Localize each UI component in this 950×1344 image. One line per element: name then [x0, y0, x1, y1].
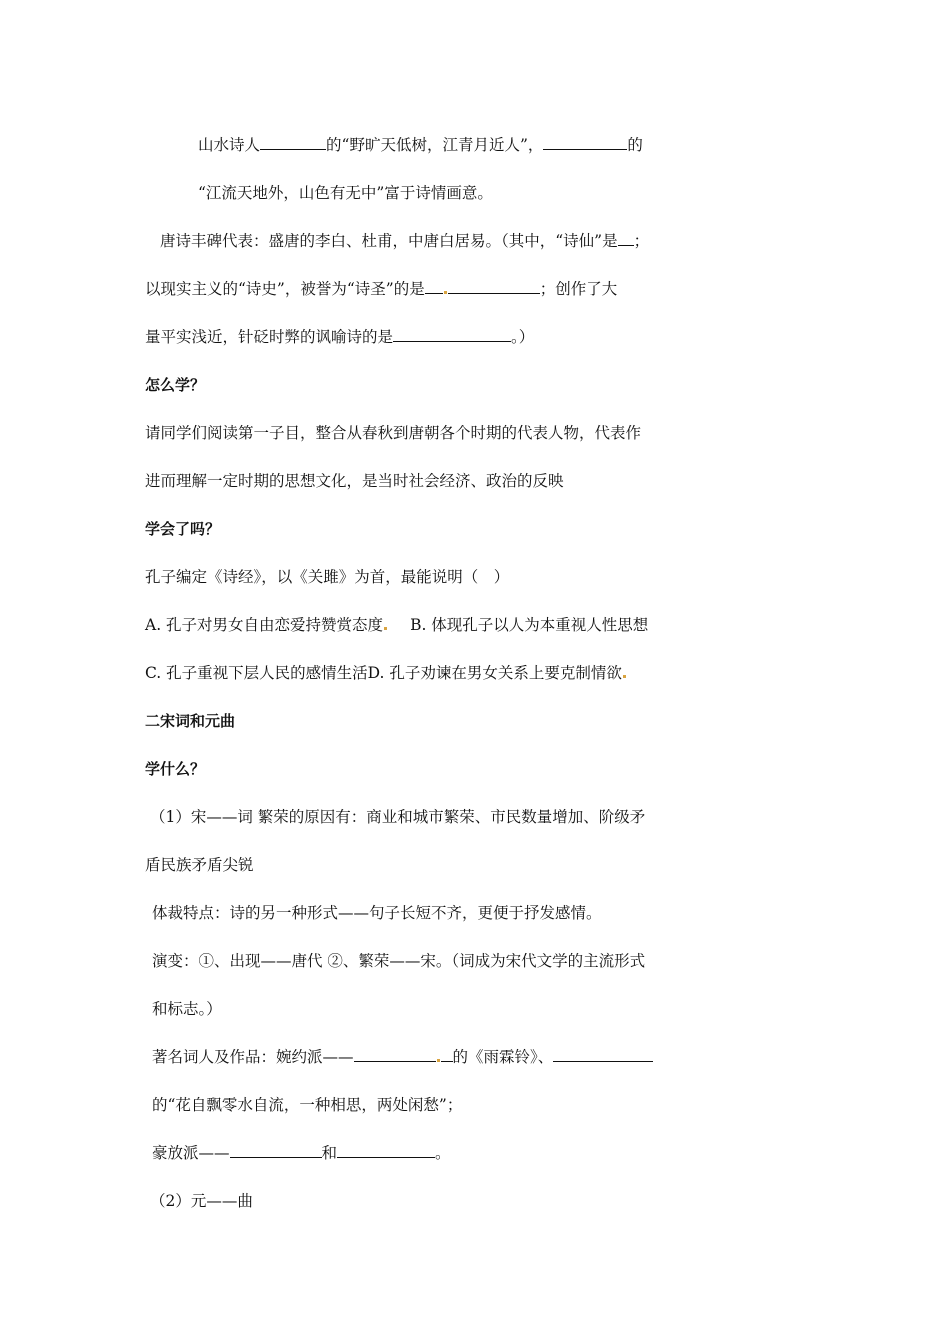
- answer-blank[interactable]: [618, 231, 634, 246]
- option-b[interactable]: B. 体现孔子以人为本重视人性思想: [410, 616, 649, 634]
- quiz-question: 孔子编定《诗经》，以《关雎》为首，最能说明（ ）: [145, 568, 510, 586]
- answer-blank[interactable]: [553, 1047, 653, 1062]
- quiz-options-cd: [145, 662, 627, 684]
- answer-blank[interactable]: [441, 1047, 453, 1062]
- haofang-text-a: 豪放派——: [152, 1144, 230, 1162]
- edit-mark-icon: [384, 627, 387, 630]
- edit-mark-icon: [623, 675, 626, 678]
- paragraph-line: （1）宋——词 繁荣的原因有：商业和城市繁荣、市民数量增加、阶级矛: [150, 808, 646, 826]
- tang-line-1-text-c: 的: [627, 136, 643, 154]
- tang-line-1: [198, 134, 643, 156]
- answer-blank[interactable]: [354, 1047, 436, 1062]
- tang-line-4-text-a: 以现实主义的“诗史”，被誉为“诗圣”的是: [145, 280, 425, 298]
- haofang-text-b: 和: [321, 1144, 338, 1162]
- tang-line-2: “江流天地外，山色有无中”富于诗情画意。: [198, 184, 493, 202]
- answer-blank[interactable]: [425, 279, 443, 294]
- paragraph-line: （2）元——曲: [150, 1192, 253, 1210]
- answer-blank[interactable]: [448, 279, 540, 294]
- paragraph-line: 盾民族矛盾尖锐: [145, 856, 254, 874]
- paragraph-line: 演变：①、出现——唐代 ②、繁荣——宋。（词成为宋代文学的主流形式: [152, 952, 646, 970]
- answer-blank[interactable]: [337, 1143, 435, 1158]
- tang-line-3: [160, 230, 649, 252]
- edit-mark-icon: [444, 291, 447, 294]
- tang-line-5-text-b: 。）: [511, 328, 535, 346]
- tang-line-3-text-b: ；: [633, 232, 650, 250]
- haofang-text-c: 。: [435, 1144, 451, 1162]
- option-a[interactable]: A. 孔子对男女自由恋爱持赞赏态度: [145, 616, 384, 634]
- answer-blank[interactable]: [230, 1143, 322, 1158]
- edit-mark-icon: [437, 1059, 440, 1062]
- answer-blank[interactable]: [260, 135, 326, 150]
- section-heading-what-learn: 学什么？: [145, 760, 206, 778]
- section-title-song-yuan: 二宋词和元曲: [145, 712, 236, 730]
- poets-line-1: [152, 1046, 653, 1068]
- tang-line-3-text-a: 唐诗丰碑代表：盛唐的李白、杜甫，中唐白居易。（其中，“诗仙”是: [160, 232, 618, 250]
- tang-line-1-text-b: 的“野旷天低树，江青月近人”，: [326, 136, 544, 154]
- tang-line-1-text-a: 山水诗人: [198, 136, 261, 154]
- tang-line-5-text-a: 量平实浅近，针砭时弊的讽喻诗的是: [145, 328, 394, 346]
- section-heading-quiz: 学会了吗？: [145, 520, 221, 538]
- paragraph-line: 体裁特点：诗的另一种形式——句子长短不齐，更便于抒发感情。: [152, 904, 602, 922]
- option-d[interactable]: D. 孔子劝谏在男女关系上要克制情欲: [367, 664, 622, 682]
- haofang-line: [152, 1142, 451, 1164]
- paragraph-line: 进而理解一定时期的思想文化，是当时社会经济、政治的反映: [145, 472, 564, 490]
- poets-line-1-text-a: 著名词人及作品：婉约派——: [152, 1048, 354, 1066]
- section-heading-how-learn: 怎么学？: [145, 376, 206, 394]
- answer-blank[interactable]: [393, 327, 511, 342]
- option-c[interactable]: C. 孔子重视下层人民的感情生活: [145, 664, 368, 682]
- poets-line-1-text-b: 的《雨霖铃》、: [452, 1048, 554, 1066]
- answer-blank[interactable]: [543, 135, 627, 150]
- paragraph-line: 和标志。）: [152, 1000, 222, 1018]
- tang-line-5: [145, 326, 534, 348]
- paragraph-line: 请同学们阅读第一子目，整合从春秋到唐朝各个时期的代表人物，代表作: [145, 424, 642, 442]
- poets-line-2: 的“花自飘零水自流，一种相思，两处闲愁”；: [152, 1096, 463, 1114]
- tang-line-4-text-b: ；创作了大: [539, 280, 618, 298]
- tang-line-4: [145, 278, 617, 300]
- quiz-options-ab: [145, 614, 648, 636]
